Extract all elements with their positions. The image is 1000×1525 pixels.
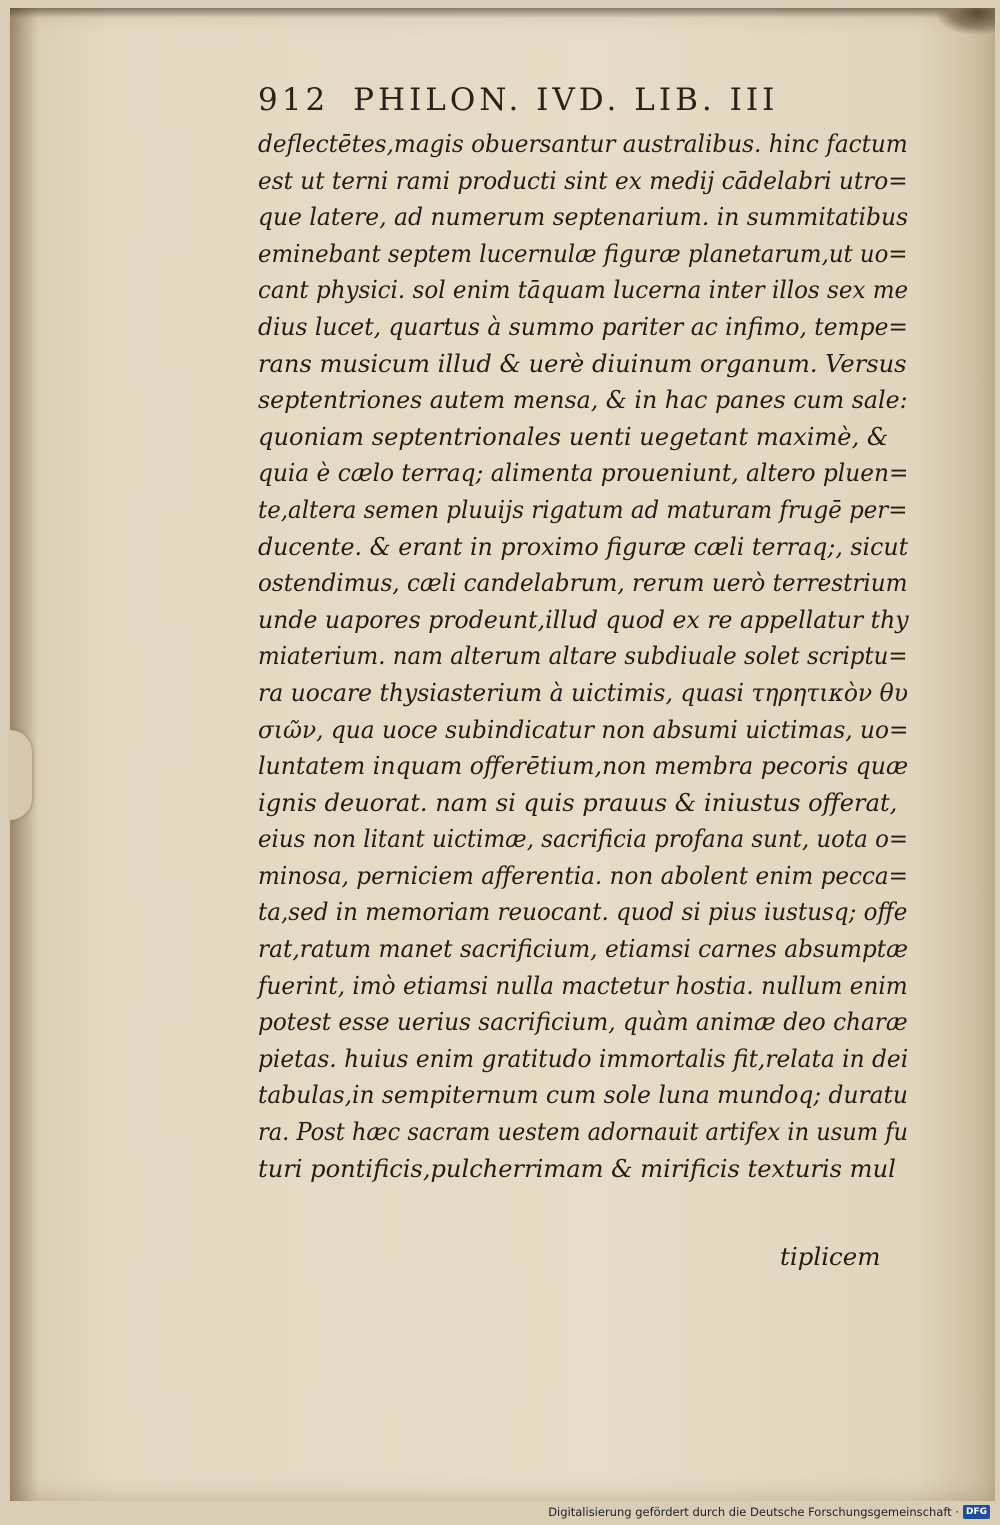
running-title: PHILON. IVD. LIB. III [353,82,779,118]
running-header [258,82,858,126]
text-line: tabulas,in sempiternum cum sole luna mundoq; duratu [258,1080,908,1110]
text-line: te,altera semen pluuijs rigatum ad maturam frugē per= [258,494,908,524]
text-line: potest esse uerius sacrificium, quàm animæ deo charæ [258,1007,908,1037]
text-line: eius non litant uictimæ, sacrificia profana sunt, uota o= [258,824,909,854]
text-line: pietas. huius enim gratitudo immortalis fit,relata in dei [258,1043,909,1073]
text-line: unde uapores prodeunt,illud quod ex re appellatur thy [258,604,909,634]
folio-number: 912 [258,82,330,118]
text-line: turi pontificis,pulcherrimam & mirificis texturis mul [258,1153,896,1183]
text-line: minosa, perniciem afferentia. non abolent enim pecca= [258,860,909,890]
corner-stain [937,8,995,34]
text-line: ra uocare thysiasterium à uictimis, quasi τηρητικὸν θυ [258,677,909,707]
page-top-edge [10,8,995,18]
text-line: fuerint, imò etiamsi nulla mactetur hostia. nullum enim [258,970,908,1000]
text-line: est ut terni rami producti sint ex medij cādelabri utro= [258,165,908,195]
text-line: ignis deuorat. nam si quis prauus & iniustus offerat, [258,787,898,817]
body-text [258,126,918,1187]
text-line: quoniam septentrionales uenti uegetant maximè, & [258,421,889,451]
text-line: ra. Post hæc sacram uestem adornauit artifex in usum fu [258,1117,909,1147]
dfg-logo: DFG [963,1505,990,1519]
text-line: ducente. & erant in proximo figuræ cæli terraq;, sicut [258,531,909,561]
text-line: que latere, ad numerum septenarium. in summitatibus [258,202,909,232]
text-line: ta,sed in memoriam reuocant. quod si pius iustusq; offe [258,897,908,927]
digitization-credit [548,1503,990,1521]
text-line: luntatem inquam offerētium,non membra pecoris quæ [258,751,909,781]
text-line: miaterium. nam alterum altare subdiuale solet scriptu= [258,641,908,671]
text-line: cant physici. sol enim tāquam lucerna inter illos sex me [258,275,909,305]
text-line: septentriones autem mensa, & in hac panes cum sale: [258,385,908,415]
text-line: deflectētes,magis obuersantur australibus. hinc factum [258,129,908,158]
text-line: ostendimus, cæli candelabrum, rerum uerò terrestrium [258,568,908,598]
text-line: σιῶν, qua uoce subindicatur non absumi uictimas, uo= [258,714,909,744]
page-tab-mark [10,730,32,820]
text-line: quia è cælo terraq; alimenta proueniunt, altero pluen= [258,458,909,488]
credit-text: Digitalisierung gefördert durch die Deutsche Forschungsgemeinschaft · [548,1505,959,1519]
text-line: rat,ratum manet sacrificium, etiamsi carnes absumptæ [258,934,909,964]
text-line: dius lucet, quartus à summo pariter ac infimo, tempe= [258,311,908,341]
text-line: rans musicum illud & uerè diuinum organum. Versus [258,348,907,378]
catchword: tiplicem [780,1242,881,1271]
text-line: eminebant septem lucernulæ figuræ planetarum,ut uo= [258,238,908,268]
